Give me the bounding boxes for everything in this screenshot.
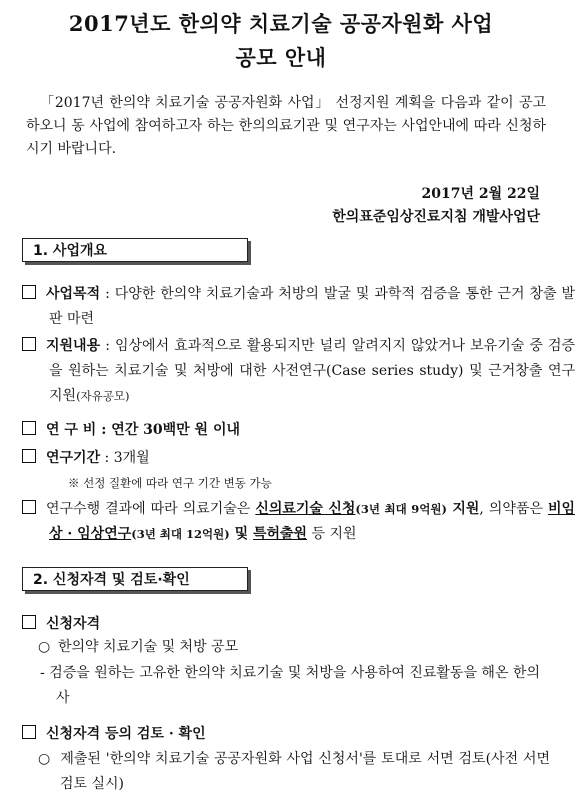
checkbox-square-icon (22, 421, 36, 435)
dash-bullet-icon: - (40, 665, 50, 681)
eligibility-dash-item (40, 661, 545, 711)
checkbox-square-icon (22, 337, 36, 351)
review-circle-item (38, 747, 550, 797)
checkbox-square-icon (22, 285, 36, 299)
review-circle-text: 제출된 '한의약 치료기술 공공자원화 사업 신청서'를 토대로 서면 검토 (60, 751, 486, 767)
eligibility-item (22, 612, 575, 637)
eligibility-circle-text: 한의약 치료기술 및 처방 공모 (58, 639, 239, 655)
purpose-item (22, 282, 575, 332)
new-medical-tech-label: 신의료기술 신청 (255, 501, 356, 517)
checkbox-square-icon (22, 725, 36, 739)
followup-text-2: , 의약품은 (479, 501, 548, 517)
new-medical-tech-amount: (3년 최대 9억원) (355, 502, 447, 516)
purpose-label: 사업목적 (46, 286, 101, 302)
purpose-text: : 다양한 한의약 치료기술과 처방의 발굴 및 과학적 검증을 통한 근거 창출 발판 마련 (49, 286, 575, 327)
followup-support: 지원 (446, 501, 480, 517)
period-note: ※ 선정 질환에 따라 연구 기간 변동 가능 (68, 476, 272, 490)
followup-text: 연구수행 결과에 따라 의료기술은 (46, 501, 256, 517)
checkbox-square-icon (22, 615, 36, 629)
clinical-research-amount: (3년 최대 12억원) (131, 527, 230, 541)
section-heading-overview: 1. 사업개요 (22, 238, 248, 262)
review-item (22, 722, 575, 747)
section-heading-eligibility: 2. 신청자격 및 검토·확인 (22, 567, 248, 591)
announcement-date: 2017년 2월 22일 (421, 186, 540, 202)
eligibility-dash-text: 검증을 원하는 고유한 한의약 치료기술 및 처방을 사용하여 진료활동을 해온 한의사 (49, 665, 540, 706)
followup-and: 및 (229, 526, 253, 542)
followup-end: 등 지원 (307, 526, 357, 542)
budget-item (22, 418, 575, 443)
document-title: 2017년도 한의약 치료기술 공공자원화 사업 (68, 11, 494, 36)
review-label: 신청자격 등의 검토 · 확인 (46, 726, 206, 742)
support-note: (자유공모) (76, 389, 130, 403)
circle-bullet-icon: ○ (38, 639, 51, 655)
followup-item (22, 497, 575, 547)
period-item (22, 446, 575, 471)
support-item (22, 334, 575, 409)
patent-label: 특허출원 (252, 526, 308, 542)
document-subtitle: 공모 안내 (235, 45, 327, 70)
support-label: 지원내용 (46, 338, 101, 354)
budget-label: 연 구 비 : 연간 30백만 원 이내 (46, 422, 241, 438)
checkbox-square-icon (22, 500, 36, 514)
intro-paragraph: 「2017년 한의약 치료기술 공공자원화 사업」 선정지원 계획을 다음과 같이 공고하오니 동 사업에 참여하고자 하는 한의의료기관 및 연구자는 사업안내에 따라 신청하시기 바랍니다. (26, 95, 546, 157)
clinical-research-label: 비임상 · 임상연구 (49, 501, 575, 542)
period-text: : 3개월 (100, 450, 150, 466)
period-label: 연구기간 (46, 450, 101, 466)
eligibility-circle-item (38, 635, 543, 660)
support-text: : 임상에서 효과적으로 활용되지만 널리 알려지지 않았거나 보유기술 중 검증을 원하는 치료기술 및 처방에 대한 사전연구(Case series study) 및 근거창출 연구 지원 (49, 338, 575, 404)
review-note: (사전 서면검토 실시) (60, 751, 550, 792)
checkbox-square-icon (22, 449, 36, 463)
issuing-organization: 한의표준임상진료지침 개발사업단 (332, 209, 540, 225)
circle-bullet-icon: ○ (38, 751, 61, 767)
eligibility-label: 신청자격 (46, 616, 101, 632)
